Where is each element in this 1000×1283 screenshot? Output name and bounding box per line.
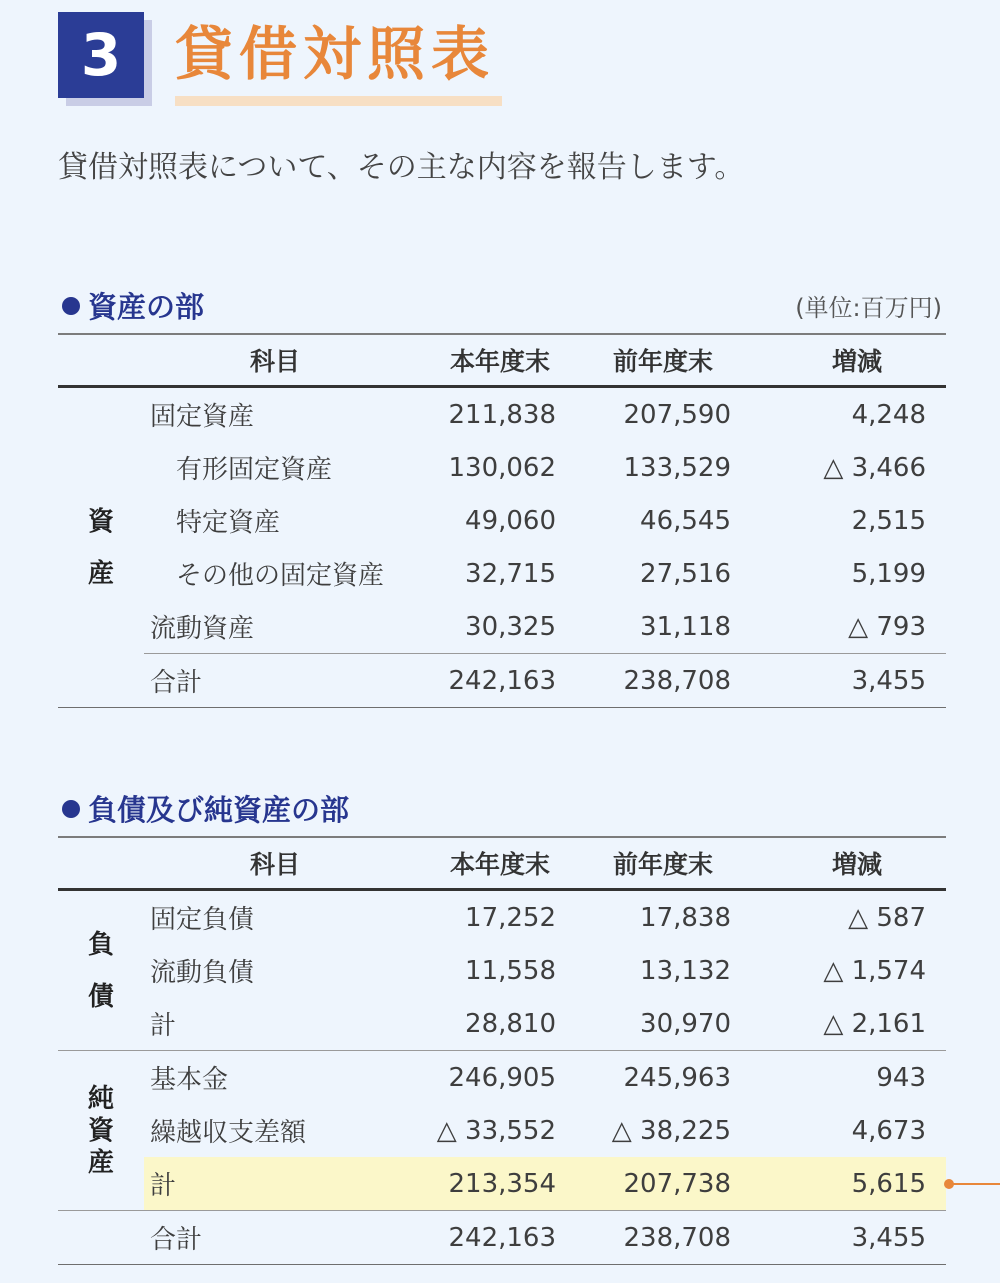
row-change: 4,673 — [851, 1115, 927, 1146]
row-change: △ 1,574 — [823, 955, 927, 986]
row-current: 11,558 — [465, 955, 557, 986]
row-previous: 30,970 — [640, 1008, 732, 1039]
callout-line — [948, 1183, 1000, 1185]
table-row — [58, 1051, 946, 1105]
header-current: 本年度末 — [406, 837, 556, 890]
header-change: 増減 — [731, 334, 946, 387]
row-previous: 238,708 — [556, 1211, 731, 1265]
unit-label: (単位:百万円) — [795, 294, 942, 322]
header-previous: 前年度末 — [556, 334, 731, 387]
liabilities-heading — [62, 790, 349, 830]
bullet-icon — [62, 800, 80, 818]
intro-text: 貸借対照表について、その主な内容を報告します。 — [58, 150, 745, 185]
side-char: 負 — [87, 929, 114, 960]
side-char: 産 — [87, 1147, 114, 1178]
row-current: 28,810 — [465, 1008, 557, 1039]
row-current: 246,905 — [406, 1051, 556, 1105]
row-label: 計 — [150, 1011, 177, 1041]
table-row — [58, 494, 946, 547]
row-label: 有形固定資産 — [176, 455, 333, 485]
row-change: 2,515 — [851, 505, 927, 536]
row-label: 特定資産 — [176, 508, 281, 538]
assets-heading-text: 資産の部 — [88, 290, 205, 324]
row-change: 5,615 — [731, 1157, 946, 1211]
header-current: 本年度末 — [406, 334, 556, 387]
net-assets-side-label — [58, 1051, 144, 1211]
row-current: 211,838 — [448, 399, 557, 430]
title-underline — [175, 96, 502, 106]
bullet-icon — [62, 297, 80, 315]
row-change: 5,199 — [851, 558, 927, 589]
row-label: 繰越収支差額 — [150, 1118, 307, 1148]
row-change: 3,455 — [731, 1211, 946, 1265]
row-current: 242,163 — [406, 1211, 556, 1265]
section-number: 3 — [58, 12, 144, 98]
row-current: 213,354 — [406, 1157, 556, 1211]
table-row — [58, 600, 946, 654]
row-current: △ 33,552 — [436, 1115, 557, 1146]
row-current: 30,325 — [465, 611, 557, 642]
table-row — [58, 387, 946, 442]
row-change: 943 — [731, 1051, 946, 1105]
header-item: 科目 — [58, 837, 406, 890]
section-number-badge — [58, 12, 146, 98]
row-current: 242,163 — [406, 654, 556, 708]
row-previous: 133,529 — [623, 452, 732, 483]
row-current: 17,252 — [465, 902, 557, 933]
table-row-total — [58, 654, 946, 708]
row-label: 固定負債 — [150, 905, 255, 935]
row-current: 32,715 — [465, 558, 557, 589]
row-previous: 238,708 — [556, 654, 731, 708]
table-row — [58, 944, 946, 997]
row-previous: 207,738 — [556, 1157, 731, 1211]
side-char: 産 — [87, 558, 114, 589]
row-previous: △ 38,225 — [611, 1115, 732, 1146]
row-label: その他の固定資産 — [176, 561, 385, 591]
side-char: 債 — [87, 981, 114, 1012]
row-label: 流動負債 — [150, 958, 255, 988]
row-previous: 27,516 — [640, 558, 732, 589]
row-label: 基本金 — [144, 1051, 406, 1105]
liabilities-table — [58, 836, 946, 1265]
table-row-total — [58, 1211, 946, 1265]
assets-side-label — [58, 387, 144, 708]
row-previous: 31,118 — [640, 611, 732, 642]
row-label: 合計 — [144, 654, 406, 708]
empty-cell — [58, 1211, 144, 1265]
row-change: 4,248 — [851, 399, 927, 430]
row-label: 固定資産 — [150, 402, 255, 432]
assets-header-row — [58, 334, 946, 387]
liabilities-side-label — [58, 890, 144, 1051]
table-row — [58, 1104, 946, 1157]
row-current: 49,060 — [465, 505, 557, 536]
row-change: △ 793 — [848, 611, 927, 642]
header-change: 増減 — [731, 837, 946, 890]
liabilities-header-row — [58, 837, 946, 890]
table-row — [58, 441, 946, 494]
row-change: △ 2,161 — [823, 1008, 927, 1039]
row-previous: 245,963 — [556, 1051, 731, 1105]
row-change: △ 3,466 — [823, 452, 927, 483]
header-previous: 前年度末 — [556, 837, 731, 890]
table-row — [58, 890, 946, 945]
row-previous: 207,590 — [623, 399, 732, 430]
table-row-highlighted — [58, 1157, 946, 1211]
liabilities-heading-text: 負債及び純資産の部 — [88, 793, 350, 827]
assets-table — [58, 333, 946, 708]
assets-heading — [62, 287, 204, 327]
row-label: 計 — [144, 1157, 406, 1211]
side-char: 純 — [87, 1083, 114, 1114]
callout-dot — [944, 1179, 954, 1189]
row-label: 合計 — [144, 1211, 406, 1265]
row-previous: 46,545 — [640, 505, 732, 536]
table-row — [58, 997, 946, 1051]
row-change: 3,455 — [731, 654, 946, 708]
table-row — [58, 547, 946, 600]
page-title: 貸借対照表 — [175, 20, 496, 88]
side-char: 資 — [87, 506, 114, 537]
row-previous: 13,132 — [640, 955, 732, 986]
row-change: △ 587 — [848, 902, 927, 933]
row-current: 130,062 — [448, 452, 557, 483]
row-label: 流動資産 — [150, 614, 255, 644]
side-char: 資 — [87, 1115, 114, 1146]
header-item: 科目 — [58, 334, 406, 387]
row-previous: 17,838 — [640, 902, 732, 933]
